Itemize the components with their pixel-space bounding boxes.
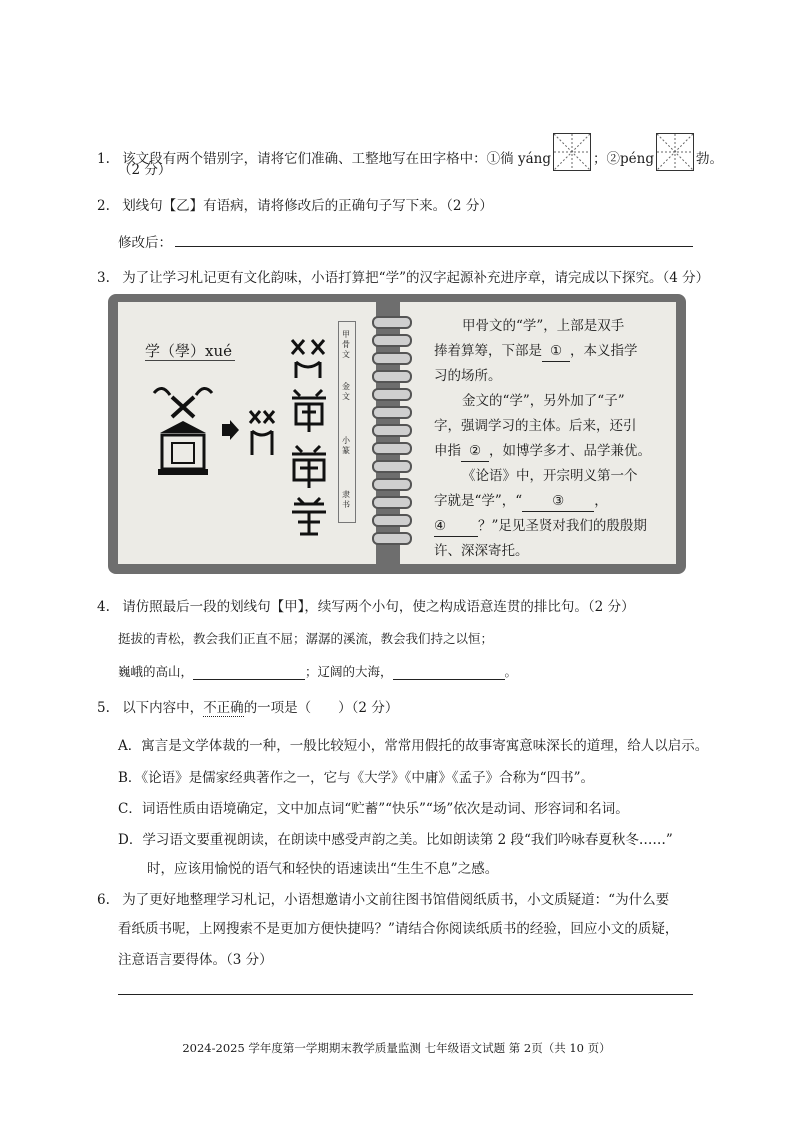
question-text: 划线句【乙】有语病，请将修改后的正确句子写下来。（2 分） xyxy=(122,198,493,214)
question-number: 5. xyxy=(97,700,110,716)
script-label: 小篆 xyxy=(342,436,350,455)
arrow-right-icon xyxy=(220,420,240,440)
question-number: 2. xyxy=(97,198,110,214)
question-text: 看纸质书呢，上网搜索不是更加方便快捷吗？”请结合你阅读纸质书的经验，回应小文的质疑， xyxy=(118,921,679,937)
question-text: 以下内容中， xyxy=(122,700,204,716)
option-d[interactable]: D．学习语文要重视朗读，在朗读中感受声韵之美。比如朗读第 2 段“我们吟咏春夏秋冬……” xyxy=(118,832,673,848)
answer-blank[interactable] xyxy=(393,665,505,680)
score: （2 分） xyxy=(118,162,172,178)
option-a[interactable]: A．寓言是文学体裁的一种，一般比较短小，常常用假托的故事寄寓意味深长的道理，给人以启示。 xyxy=(118,738,709,754)
answer-label: 修改后： xyxy=(118,235,172,251)
blank-4[interactable]: ④ xyxy=(434,516,478,537)
emphasis-text: 不正确 xyxy=(203,700,244,716)
question-number: 6. xyxy=(97,892,110,908)
note-line: ④ ？”足见圣贤对我们的殷殷期 xyxy=(434,516,647,537)
blank-3[interactable]: ③ xyxy=(522,491,594,512)
question-text: 为了更好地整理学习札记，小语想邀请小文前往图书馆借阅纸质书，小文质疑道：“为什么要 xyxy=(122,892,670,908)
question-4 xyxy=(97,597,635,617)
question-number: 3. xyxy=(97,270,110,286)
question-3 xyxy=(97,268,709,288)
answer-line[interactable] xyxy=(118,994,693,995)
question-1 xyxy=(97,133,723,171)
note-line: 《论语》中，开宗明义第一个 xyxy=(462,468,638,484)
note-line: 许、深深寄托。 xyxy=(434,543,529,559)
answer-blank[interactable] xyxy=(193,665,305,680)
question-number: 4. xyxy=(97,599,110,615)
oracle-bone-glyph-image xyxy=(148,383,218,478)
note-line: 金文的“学”，另外加了“子” xyxy=(462,393,625,409)
question-number: 1. xyxy=(97,151,110,167)
script-label: 金文 xyxy=(342,382,350,401)
script-evolution-glyphs xyxy=(286,332,332,538)
note-line: 字，强调学习的主体。后来，还引 xyxy=(434,418,637,434)
note-line: 习的场所。 xyxy=(434,368,502,384)
question-6 xyxy=(97,890,669,910)
note-line: 捧着算筹，下部是 ① ，本义指学 xyxy=(434,341,638,362)
question-text: 为了让学习札记更有文化韵味，小语打算把“学”的汉字起源补充进序章，请完成以下探究。（4 分） xyxy=(122,270,710,286)
note-line: 申指 ② ，如博学多才、品学兼优。 xyxy=(434,441,651,462)
tian-grid-1[interactable] xyxy=(553,133,591,171)
question-text: 该文段有两个错别字，请将它们准确、工整地写在田字格中：①徜 yáng xyxy=(122,151,551,167)
example-sentence: 挺拔的青松，教会我们正直不屈；潺潺的溪流，教会我们持之以恒； xyxy=(118,631,494,646)
blank-1[interactable]: ① xyxy=(542,341,570,362)
blank-2[interactable]: ② xyxy=(461,441,489,462)
option-c[interactable]: C．词语性质由语境确定，文中加点词“贮蓄”“快乐”“场”依次是动词、形容词和名词。 xyxy=(118,801,629,817)
heading-underline xyxy=(145,360,235,361)
question-text: 请仿照最后一段的划线句【甲】，续写两个小句，使之构成语意连贯的排比句。（2 分） xyxy=(122,599,635,615)
question-text: 的一项是（ ）（2 分） xyxy=(243,700,399,716)
page-footer: 2024-2025 学年度第一学期期末教学质量监测 七年级语文试题 第 2页（共 10 页） xyxy=(182,1041,611,1055)
note-line: 字就是“学”，“ ③ ， xyxy=(434,491,608,512)
character-heading: 学（學）xué xyxy=(145,342,232,360)
oracle-glyph-small xyxy=(244,405,280,459)
tian-grid-2[interactable] xyxy=(656,133,694,171)
blank-sentence: 巍峨的高山， ；辽阔的大海， 。 xyxy=(118,664,518,679)
question-text: 注意语言要得体。（3 分） xyxy=(118,952,273,968)
question-2 xyxy=(97,196,493,216)
script-label: 甲骨文 xyxy=(342,330,350,359)
question-text: 勃。 xyxy=(695,151,723,167)
option-b[interactable]: B．《论语》是儒家经典著作之一，它与《大学》《中庸》《孟子》合称为“四书”。 xyxy=(118,770,594,786)
answer-line[interactable] xyxy=(175,246,693,247)
question-text: ；②péng xyxy=(593,151,654,167)
script-label: 隶书 xyxy=(342,490,350,509)
question-5 xyxy=(97,698,398,718)
option-d-cont: 时，应该用愉悦的语气和轻快的语速读出“生生不息”之感。 xyxy=(147,861,499,877)
note-line: 甲骨文的“学”，上部是双手 xyxy=(462,318,625,334)
